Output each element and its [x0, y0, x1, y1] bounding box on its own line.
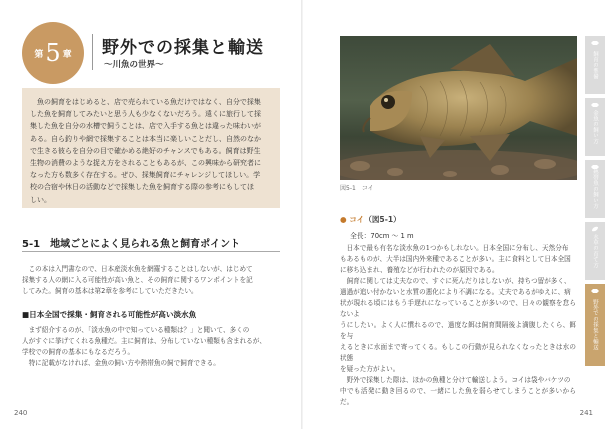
body-line: 採集する人の網に入る可能性が高い魚と、その飼育に関するワンポイントを記 — [22, 276, 253, 284]
subheading: ■日本全国で採集・飼育される可能性が高い淡水魚 — [22, 310, 197, 319]
tab-label: 飼育の準備 — [592, 50, 598, 80]
chapter-badge — [22, 22, 84, 84]
body-line: 人がすぐに挙げてくれる魚種だ。主に飼育は、分布していない種類も含まれるが、 — [22, 337, 266, 345]
tab-label: 水草の育て方 — [592, 233, 598, 269]
left-page — [0, 0, 302, 429]
species-description — [340, 243, 576, 408]
body-line: 過過が追い付かないと水質の悪化により不調になる。丈夫であるがゆえに、病 — [340, 288, 571, 296]
photo-caption: 図5-1 コイ — [340, 185, 374, 192]
body-line: 状が現れる頃にはもう手遅れになっていることが多いので、日々の観察を怠らないよ — [340, 299, 576, 318]
body-line: 野外で採集した際は、ほかの魚種と分けて輸送しよう。コイは袋やバケツの — [340, 376, 571, 384]
section-paragraph-1 — [22, 264, 280, 297]
chapter-number: 5 — [45, 39, 61, 67]
body-line: えるときに水面まで寄ってくる。もしこの行動が見られなくなったときは水の状態 — [340, 343, 576, 362]
fish-icon — [591, 102, 599, 108]
body-line: 日本で最も有名な淡水魚の1つかもしれない。日本全国に分布し、天然分布 — [340, 244, 569, 252]
chapter-tabs — [585, 36, 605, 368]
intro-line: 集した魚を自分の水槽で飼うことは、店で入手する魚とは違った味わいが — [30, 122, 261, 131]
species-heading — [340, 214, 401, 225]
chapter-subtitle: 〜川魚の世界〜 — [104, 60, 164, 70]
body-line: 飼育に関しては丈夫なので、すぐに死んだりはしないが、持ちつ留が多く、 — [340, 277, 571, 285]
tab-chapter-2[interactable] — [585, 98, 605, 158]
tab-label: 野外での採集と輸送 — [592, 299, 598, 351]
page-number-left: 240 — [14, 409, 28, 417]
intro-line: 校の合宿や休日の活動などで採集した魚を飼育する際の参考にもしてほ — [30, 183, 254, 192]
body-line: に移ち込まれ、養殖などが行われたのが原因である。 — [340, 266, 499, 274]
body-line: この本は入門書なので、日本産淡水魚を網羅することはしないが、はじめて — [22, 265, 253, 273]
leaf-icon — [591, 226, 599, 232]
section-heading-rule — [22, 251, 280, 252]
tab-label: 熱帯魚の飼い方 — [592, 169, 598, 209]
species-name: ● コイ — [340, 215, 365, 224]
species-size: 全長：70cm 〜 1 m — [350, 232, 414, 240]
carp-illustration — [340, 36, 577, 180]
body-line: 中でも活発に動き回るので、一緒にした魚を弱らせてしまうことが多いからだ。 — [340, 387, 576, 406]
tab-chapter-1[interactable] — [585, 36, 605, 96]
intro-line: した魚を飼育してみたいと思う人も少なくないだろう。遠くに旅行して採 — [30, 110, 261, 119]
intro-line: なった方も数多く存在する。ぜひ、採集飼育にチャレンジしてほしい。学 — [30, 171, 261, 180]
intro-line: しい。 — [30, 195, 51, 204]
chapter-badge-prefix: 第 — [34, 49, 44, 60]
section-heading — [22, 232, 280, 251]
species-figure-ref: （図5-1） — [364, 215, 401, 224]
intro-line: ある。自ら釣りや網で採集することは本当に楽しいことだし、自然のなか — [30, 134, 261, 143]
intro-box — [22, 88, 280, 208]
body-line: まず紹介するのが、「淡水魚の中で知っている種類は？」と聞いて、多くの — [22, 326, 250, 334]
tab-label: 金魚の飼い方 — [592, 109, 598, 145]
chapter-badge-suffix: 章 — [62, 49, 72, 60]
intro-line: で生きる彼らを自分の目で確かめる絶好のチャンスでもある。飼育は野生 — [30, 146, 261, 155]
carp-photo — [340, 36, 577, 180]
intro-line: 魚の飼育をはじめると、店で売られている魚だけではなく、自分で採集 — [30, 98, 261, 106]
chapter-title: 野外での採集と輸送 — [102, 38, 264, 58]
fish-icon — [591, 288, 599, 294]
body-line: 特に記載がなければ、金魚の飼い方や熱帯魚の飼で飼育できる。 — [22, 359, 220, 367]
title-divider — [92, 34, 93, 70]
fish-icon — [591, 40, 599, 46]
body-line: 学校での飼育の基本にもなるだろう。 — [22, 348, 135, 356]
section-heading-text: 5-1 地域ごとによく見られる魚と飼育ポイント — [22, 239, 241, 250]
body-line: もあるものが、大半は国内外来種であることが多い。主に食料として日本全国 — [340, 255, 571, 263]
body-line: うにしたい。よく人に慣れるので、過度な餌は飼育間隔後よ満腹したくら、餌を与 — [340, 321, 576, 340]
body-line: してみた。飼育の基本は第2章を参考にしていただきたい。 — [22, 287, 198, 295]
body-line: を疑った方がよい。 — [340, 365, 400, 373]
section-paragraph-2 — [22, 325, 280, 369]
tab-chapter-3[interactable] — [585, 160, 605, 220]
fish-icon — [591, 164, 599, 170]
tab-chapter-5[interactable] — [585, 284, 605, 368]
page-number-right: 241 — [579, 409, 593, 417]
tab-chapter-4[interactable] — [585, 222, 605, 282]
intro-line: 生物の消費のような捉え方をされることもあるが、この興味から研究者に — [30, 159, 261, 168]
